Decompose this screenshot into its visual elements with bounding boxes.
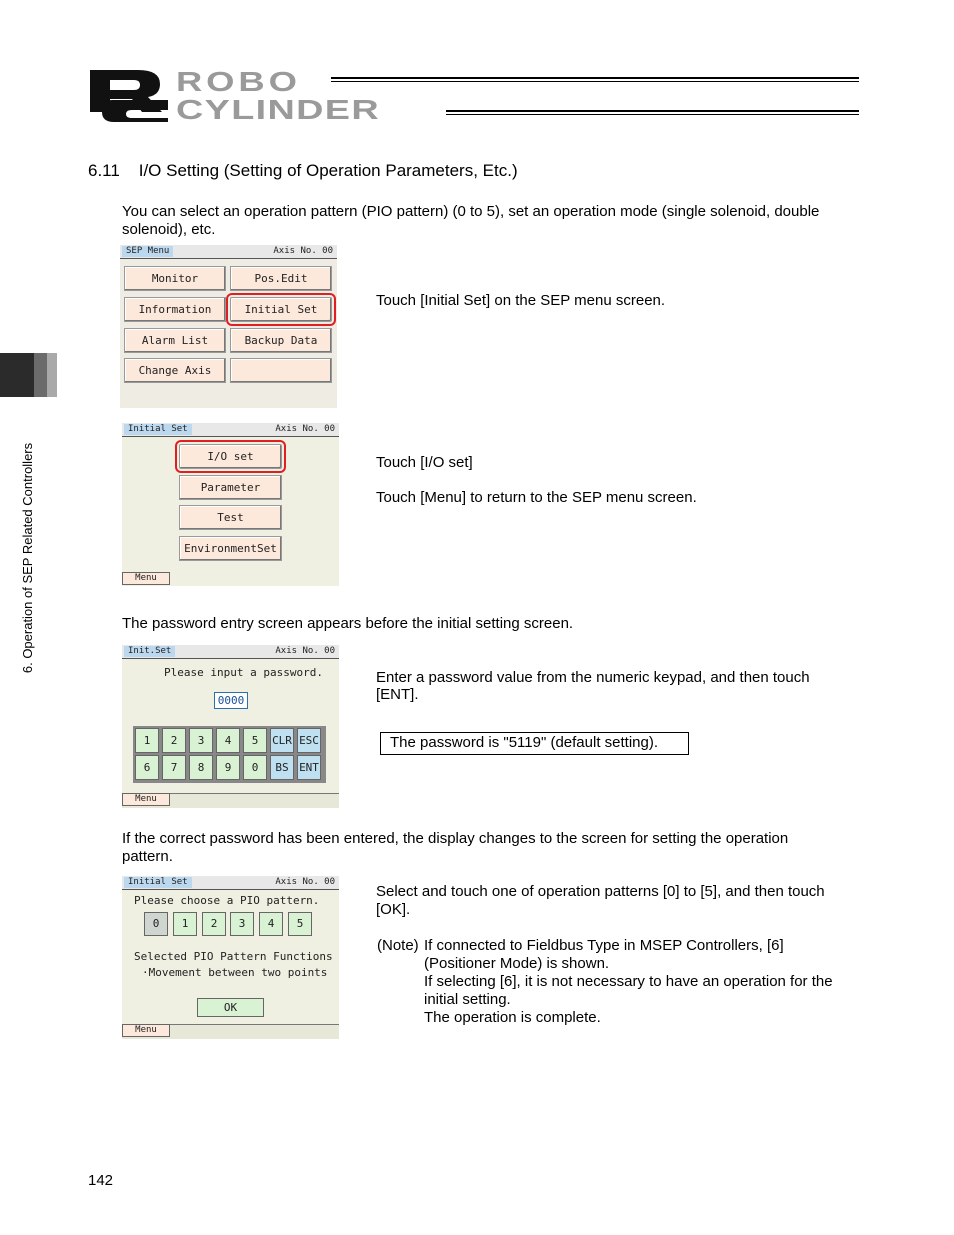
- screen-title: Initial Set: [124, 877, 192, 888]
- key-clr[interactable]: CLR: [270, 728, 294, 753]
- axis-number: Axis No. 00: [275, 424, 335, 434]
- information-button[interactable]: Information: [124, 297, 226, 322]
- parameter-button[interactable]: Parameter: [179, 475, 282, 500]
- screen-title: SEP Menu: [122, 246, 173, 257]
- logo-robo: ROBO: [176, 66, 301, 97]
- pos-edit-button[interactable]: Pos.Edit: [230, 266, 332, 291]
- initial-set-screen: [122, 423, 339, 586]
- screen-header: [122, 423, 339, 437]
- pattern-function-value: ·Movement between two points: [142, 966, 328, 979]
- key-bs[interactable]: BS: [270, 755, 294, 780]
- chapter-label: 6. Operation of SEP Related Controllers: [20, 442, 35, 674]
- keypad: [133, 726, 326, 783]
- step2-line-2: Touch [Menu] to return to the SEP menu screen.: [376, 489, 697, 506]
- empty-button[interactable]: [230, 358, 332, 383]
- screen-header: [122, 645, 339, 659]
- backup-data-button[interactable]: Backup Data: [230, 328, 332, 353]
- menu-button[interactable]: Menu: [122, 572, 170, 585]
- monitor-button[interactable]: Monitor: [124, 266, 226, 291]
- header-rule-top: [331, 77, 859, 79]
- password-prompt: Please input a password.: [164, 666, 323, 679]
- axis-number: Axis No. 00: [275, 646, 335, 656]
- menu-button[interactable]: Menu: [122, 1024, 170, 1037]
- note-line-5: The operation is complete.: [424, 1009, 601, 1026]
- note-line-2: (Positioner Mode) is shown.: [424, 955, 610, 972]
- note-line-3: If selecting [6], it is not necessary to have an operation for the: [424, 973, 833, 990]
- key-7[interactable]: 7: [162, 755, 186, 780]
- step4-line-2: [OK].: [376, 901, 411, 918]
- key-5[interactable]: 5: [243, 728, 267, 753]
- screen-title: Init.Set: [124, 646, 175, 657]
- key-6[interactable]: 6: [135, 755, 159, 780]
- pattern-2-button[interactable]: 2: [202, 912, 226, 936]
- test-button[interactable]: Test: [179, 505, 282, 530]
- step4-line-1: Select and touch one of operation patterns [0] to [5], and then touch: [376, 883, 825, 900]
- pattern-intro-line-2: pattern.: [122, 848, 173, 865]
- menu-button[interactable]: Menu: [122, 793, 170, 806]
- pattern-0-button[interactable]: 0: [144, 912, 168, 936]
- ok-button[interactable]: OK: [197, 998, 264, 1017]
- key-1[interactable]: 1: [135, 728, 159, 753]
- page-number: 142: [88, 1172, 114, 1189]
- header-rule-bottom-2: [446, 114, 859, 115]
- pattern-3-button[interactable]: 3: [230, 912, 254, 936]
- key-0[interactable]: 0: [243, 755, 267, 780]
- key-3[interactable]: 3: [189, 728, 213, 753]
- screen-title: Initial Set: [124, 424, 192, 435]
- password-screen: [122, 645, 339, 808]
- key-esc[interactable]: ESC: [297, 728, 321, 753]
- pio-pattern-screen: [122, 876, 339, 1039]
- key-2[interactable]: 2: [162, 728, 186, 753]
- step2-line-1: Touch [I/O set]: [376, 454, 473, 471]
- chapter-tab: [0, 353, 57, 397]
- intro-line-2: solenoid), etc.: [122, 221, 216, 238]
- pattern-intro-line-1: If the correct password has been entered, the display changes to the screen for setting the operation: [122, 830, 789, 847]
- note-line-1: If connected to Fieldbus Type in MSEP Controllers, [6]: [424, 937, 784, 954]
- password-field[interactable]: 0000: [214, 692, 248, 709]
- screen-header: [122, 876, 339, 890]
- environment-set-button[interactable]: EnvironmentSet: [179, 536, 282, 561]
- key-9[interactable]: 9: [216, 755, 240, 780]
- logo-cylinder: CYLINDER: [176, 94, 381, 125]
- pattern-4-button[interactable]: 4: [259, 912, 283, 936]
- note-line-4: initial setting.: [424, 991, 511, 1008]
- header-rule-bottom: [446, 110, 859, 112]
- step3-line-1: Enter a password value from the numeric keypad, and then touch: [376, 669, 810, 686]
- header-rule-top-2: [331, 81, 859, 82]
- change-axis-button[interactable]: Change Axis: [124, 358, 226, 383]
- section-title: 6.11 I/O Setting (Setting of Operation Parameters, Etc.): [88, 161, 518, 180]
- initial-set-button[interactable]: Initial Set: [230, 297, 332, 322]
- io-set-button[interactable]: I/O set: [179, 444, 282, 469]
- password-intro: The password entry screen appears before the initial setting screen.: [122, 615, 574, 632]
- screen-header: [120, 245, 337, 259]
- key-ent[interactable]: ENT: [297, 755, 321, 780]
- step3-line-2: [ENT].: [376, 686, 419, 703]
- alarm-list-button[interactable]: Alarm List: [124, 328, 226, 353]
- password-note-box: The password is "5119" (default setting).: [380, 732, 689, 755]
- pattern-function-label: Selected PIO Pattern Functions: [134, 950, 333, 963]
- pattern-1-button[interactable]: 1: [173, 912, 197, 936]
- axis-number: Axis No. 00: [273, 246, 333, 256]
- intro-line-1: You can select an operation pattern (PIO pattern) (0 to 5), set an operation mode (single solenoid, double: [122, 203, 820, 220]
- sep-menu-screen: [120, 245, 337, 408]
- step1-text: Touch [Initial Set] on the SEP menu screen.: [376, 292, 666, 309]
- pattern-prompt: Please choose a PIO pattern.: [134, 894, 320, 907]
- axis-number: Axis No. 00: [275, 877, 335, 887]
- key-8[interactable]: 8: [189, 755, 213, 780]
- key-4[interactable]: 4: [216, 728, 240, 753]
- note-label: (Note): [377, 937, 419, 954]
- pattern-5-button[interactable]: 5: [288, 912, 312, 936]
